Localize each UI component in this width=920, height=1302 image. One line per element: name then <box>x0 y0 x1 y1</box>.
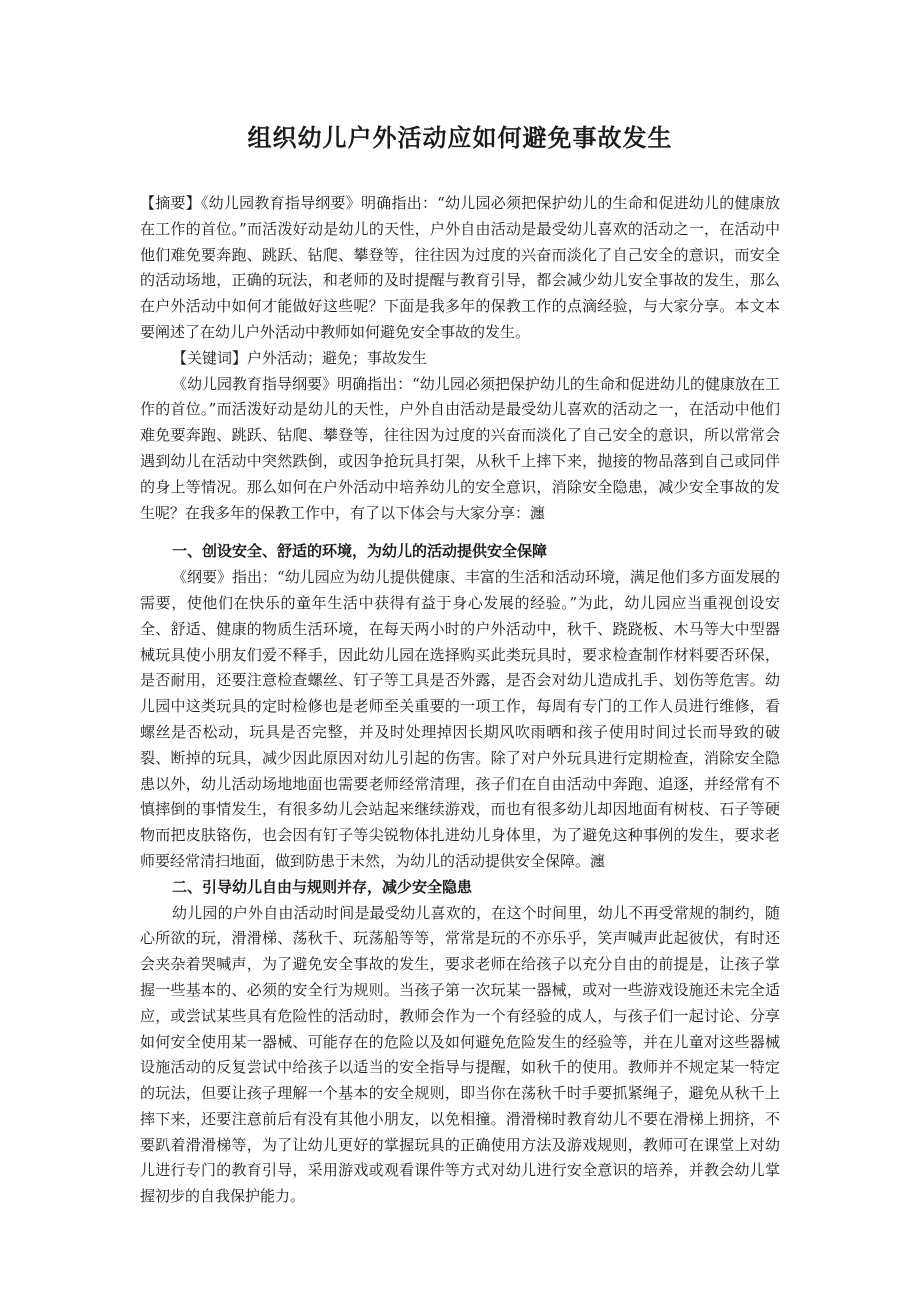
keywords-label: 【关键词】 <box>172 348 248 367</box>
section-1-paragraph: 《纲要》指出：“幼儿园应为幼儿提供健康、丰富的生活和活动环境，满足他们多方面发展的需要，使他们在快乐的童年生活中获得有益于身心发展的经验。”为此，幼儿园应当重视创设安全、舒适、健康的物质生活环境，在每天两小时的户外活动中，秋千、跷跷板、木马等大中型器械玩具使小朋友们爱不释手，因此幼儿园在选择购买此类玩具时，要求检查制作材料要否环保，是否耐用，还要注意检查螺丝、钉子等工具是否外露，是否会对幼儿造成扎手、划伤等危害。幼儿园中这类玩具的定时检修也是老师至关重要的一项工作，每周有专门的工作人员进行维修，看螺丝是否松动，玩具是否完整，并及时处理掉因长期风吹雨晒和孩子使用时间过长而导致的破裂、断掉的玩具，减少因此原因对幼儿引起的伤害。除了对户外玩具进行定期检查，消除安全隐患以外，幼儿活动场地地面也需要老师经常清理，孩子们在自由活动中奔跑、追逐，并经常有不慎摔倒的事情发生，有很多幼儿会站起来继续游戏，而也有很多幼儿却因地面有树枝、石子等硬物而把皮肤铬伤，也会因有钉子等尖锐物体扎进幼儿身体里，为了避免这种事例的发生，要求老师要经常清扫地面，做到防患于未然，为幼儿的活动提供安全保障。瀍 <box>140 568 780 870</box>
document-page <box>140 0 780 1210</box>
abstract-text: 《幼儿园教育指导纲要》明确指出：“幼儿园必须把保护幼儿的生命和促进幼儿的健康放在工作的首位。”而活泼好动是幼儿的天性，户外自由活动是最受幼儿喜欢的活动之一，在活动中他们难免要奔跑、跳跃、钻爬、攀登等，往往因为过度的兴奋而淡化了自己安全的意识，而安全的活动场地，正确的玩法，和老师的及时提醒与教育引导，都会减少幼儿安全事故的发生，那么在户外活动中如何才能做好这些呢？下面是我多年的保教工作的点滴经验，与大家分享。本文本要阐述了在幼儿户外活动中教师如何避免安全事故的发生。 <box>140 194 780 341</box>
section-1-heading: 一、创设安全、舒适的环境，为幼儿的活动提供安全保障 <box>172 542 548 561</box>
keywords-paragraph <box>140 346 780 372</box>
abstract-paragraph <box>140 191 780 346</box>
intro-paragraph: 《幼儿园教育指导纲要》明确指出：“幼儿园必须把保护幼儿的生命和促进幼儿的健康放在工作的首位。”而活泼好动是幼儿的天性，户外自由活动是最受幼儿喜欢的活动之一，在活动中他们难免要奔跑、跳跃、钻爬、攀登等，往往因为过度的兴奋而淡化了自己安全的意识，所以常常会遇到幼儿在活动中突然跌倒，或因争抢玩具打架，从秋千上摔下来，抛接的物品落到自己或同伴的身上等情况。那么如何在户外活动中培养幼儿的安全意识，消除安全隐患，减少安全事故的发生呢？在我多年的保教工作中，有了以下体会与大家分享：瀍 <box>140 374 780 522</box>
keywords-text: 户外活动；避免；事故发生 <box>247 348 428 367</box>
section-2-paragraph: 幼儿园的户外自由活动时间是最受幼儿喜欢的，在这个时间里，幼儿不再受常规的制约，随心所欲的玩，滑滑梯、荡秋千、玩荡船等等，常常是玩的不亦乐乎，笑声喊声此起彼伏，有时还会夹杂着哭喊声，为了避免安全事故的发生，要求老师在给孩子以充分自由的前提是，让孩子掌握一些基本的、必须的安全行为规则。当孩子第一次玩某一器械，或对一些游戏设施还未完全适应，或尝试某些具有危险性的活动时，教师会作为一个有经验的成人，与孩子们一起讨论、分享如何安全使用某一器械、可能存在的危险以及如何避免危险发生的经验等，并在儿童对这些器械设施活动的反复尝试中给孩子以适当的安全指导与提醒，如秋千的使用。教师并不规定某一特定的玩法，但要让孩子理解一个基本的安全规则，即当你在荡秋千时手要抓紧绳子，避免从秋千上摔下来，还要注意前后有没有其他小朋友，以免相撞。滑滑梯时教育幼儿不要在滑梯上拥挤，不要趴着滑滑梯等，为了让幼儿更好的掌握玩具的正确使用方法及游戏规则，教师可在课堂上对幼儿进行专门的教育引导，采用游戏或观看课件等方式对幼儿进行安全意识的培养，并教会幼儿掌握初步的自我保护能力。 <box>140 903 780 1206</box>
section-2-heading: 二、引导幼儿自由与规则并存，减少安全隐患 <box>172 877 473 896</box>
document-title: 组织幼儿户外活动应如何避免事故发生 <box>247 123 673 152</box>
abstract-label: 【摘要】 <box>140 194 201 212</box>
